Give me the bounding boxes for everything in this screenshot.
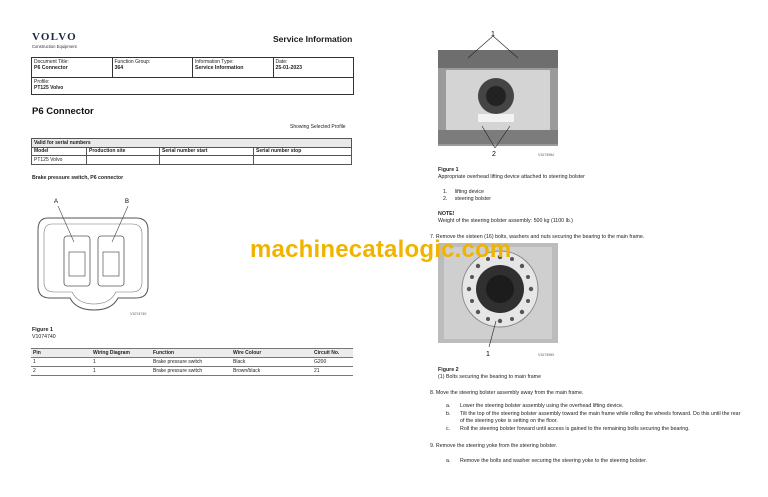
serial-header: Production site [87, 147, 160, 156]
table-cell: PT125 Volvo [32, 156, 87, 165]
volvo-logo: VOLVO [32, 31, 77, 43]
list-item: 1. lifting device [443, 189, 484, 195]
table-cell: 1 [91, 367, 151, 376]
pin-header: Wiring Diagram [91, 349, 151, 358]
pin-header: Function [151, 349, 231, 358]
watermark: machinecatalogic.com [250, 236, 512, 263]
doc-title-cell: Document Title: P6 Connector [32, 58, 113, 77]
callout-1: 1 [486, 351, 490, 358]
document-header-box [31, 57, 354, 95]
list-item: b. Tilt the top of the steering bolster assembly toward the main frame while rolling the wheels forward. Do this until the rear of the steering yoke is setting on the floor. [446, 411, 741, 424]
table-cell: Black [231, 358, 312, 367]
pin-header: Wire Colour [231, 349, 312, 358]
step-8: 8. Move the steering bolster assembly away from the main frame. [430, 390, 584, 396]
list-item: 2. steering bolster [443, 196, 491, 202]
fig2-label: Figure 2 [438, 367, 459, 373]
table-cell: Brown/black [231, 367, 312, 376]
fig1-label: Figure 1 [438, 167, 459, 173]
table-row [31, 358, 353, 367]
profile-cell: Profile: PT125 Volvo [34, 79, 64, 92]
pin-table [31, 348, 353, 376]
brake-switch-heading: Brake pressure switch, P6 connector [32, 175, 124, 181]
callout-2: 2 [492, 151, 496, 158]
table-cell: Brake pressure switch [151, 358, 231, 367]
pin-b-label: B [125, 199, 130, 205]
figure1-ref: V1074740 [32, 334, 56, 340]
list-item: a. Lower the steering bolster assembly using the overhead lifting device. [446, 403, 624, 409]
serial-table-caption: Valid for serial numbers [32, 139, 352, 148]
table-cell: Brake pressure switch [151, 367, 231, 376]
table-cell: G200 [312, 358, 353, 367]
pin-a-label: A [54, 199, 59, 205]
connector-diagram [32, 194, 156, 318]
photo2-ref: V1073983 [538, 353, 554, 357]
table-cell: 21 [312, 367, 353, 376]
photo1-ref: V1073984 [538, 153, 554, 157]
logo-subtitle: Construction Equipment [32, 44, 77, 49]
callout-1: 1 [491, 31, 495, 38]
serial-number-table [31, 138, 352, 165]
table-row [32, 156, 352, 165]
serial-header: Serial number start [160, 147, 254, 156]
connector-ref: V1074740 [130, 312, 147, 316]
step-7: 7. Remove the sixteen (16) bolts, washers and nuts securing the bearing to the main frame. [430, 234, 645, 240]
profile-note: Showing Selected Profile [290, 124, 346, 130]
service-information-title: Service Information [273, 34, 353, 44]
pin-header: Pin [31, 349, 91, 358]
table-row [31, 367, 353, 376]
date-cell: Date: 25-01-2023 [275, 59, 303, 72]
list-item: a. Remove the bolts and washer securing the steering yoke to the steering bolster. [446, 458, 647, 464]
table-cell [254, 156, 352, 165]
table-cell: 2 [31, 367, 91, 376]
fig2-caption: (1) Bolts securing the bearing to main frame [438, 374, 542, 380]
table-cell [87, 156, 160, 165]
fig1-caption: Appropriate overhead lifting device attached to steering bolster [438, 174, 585, 180]
serial-header: Model [32, 147, 87, 156]
info-type-cell: Information Type: Service Information [193, 58, 274, 77]
note-text: Weight of the steering bolster assembly: 500 kg (1100 lb.) [438, 218, 573, 224]
note-label: NOTE! [438, 211, 455, 217]
page-heading: P6 Connector [32, 106, 94, 117]
list-item: c. Roll the steering bolster forward until access is gained to the remaining bolts securing the bearing. [446, 426, 690, 432]
photo-lifting-device [438, 30, 558, 160]
pin-header: Circuit No. [312, 349, 353, 358]
serial-header: Serial number stop [254, 147, 352, 156]
table-cell [160, 156, 254, 165]
figure1-label: Figure 1 [32, 327, 53, 333]
function-group-cell: Function Group: 364 [113, 58, 194, 77]
table-cell: 1 [31, 358, 91, 367]
table-cell: 1 [91, 358, 151, 367]
step-9: 9. Remove the steering yoke from the steering bolster. [430, 443, 558, 449]
